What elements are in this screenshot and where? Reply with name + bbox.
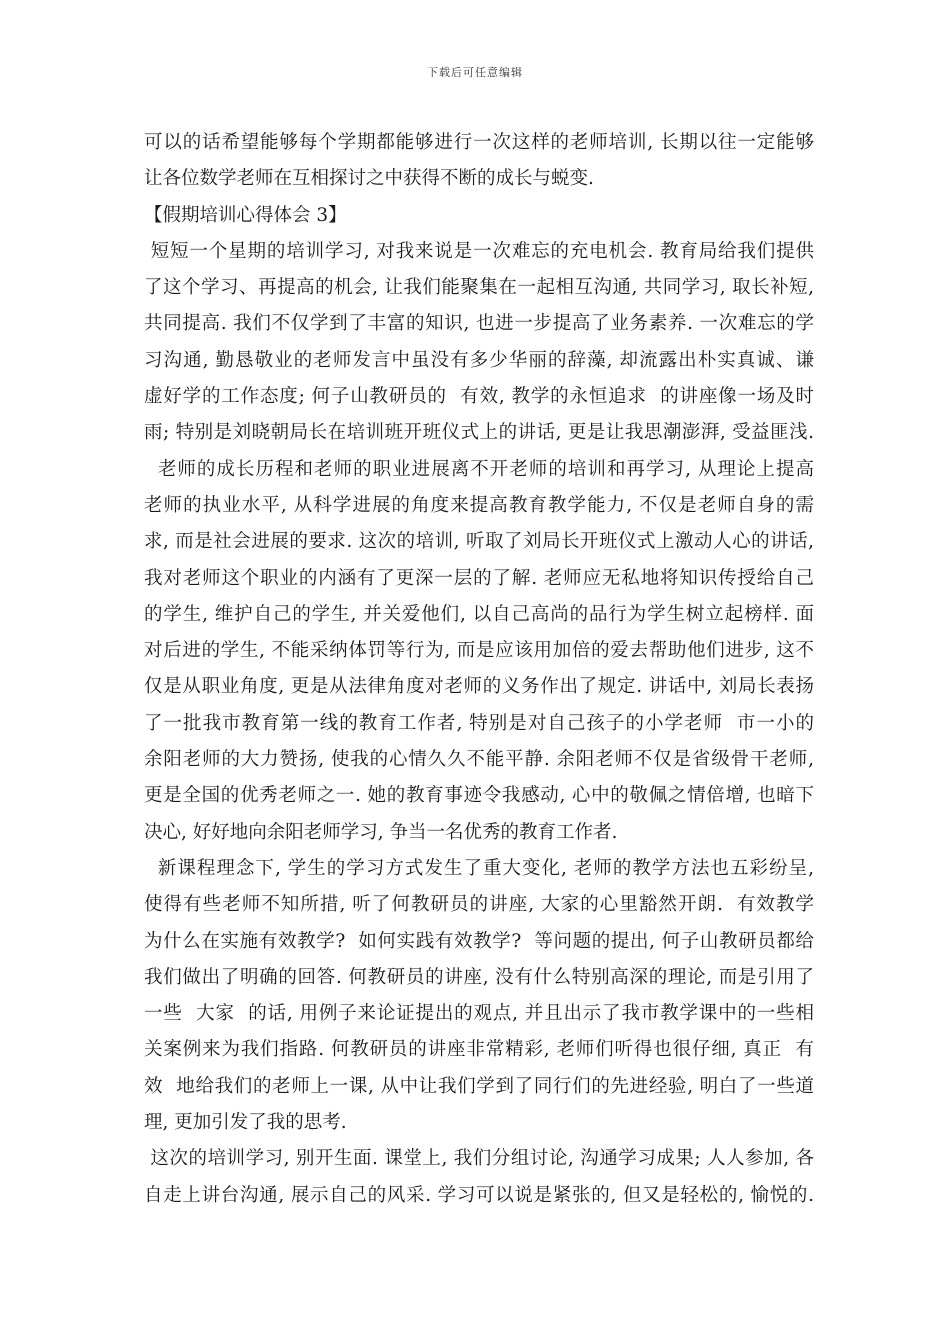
page-header: 下载后可任意编辑 — [427, 66, 523, 79]
text-line: 老师的成长历程和老师的职业进展离不开老师的培训和再学习, 从理论上提高 — [144, 458, 814, 480]
text-line: 雨; 特别是刘晓朝局长在培训班开班仪式上的讲话, 更是让我思潮澎湃, 受益匪浅. — [144, 422, 814, 444]
text-line: 使得有些老师不知所措, 听了何教研员的讲座, 大家的心里豁然开朗. 有效教学 — [144, 894, 814, 916]
text-line: 更是全国的优秀老师之一. 她的教育事迹令我感动, 心中的敬佩之情倍增, 也暗下 — [144, 785, 814, 807]
text-line: 理, 更加引发了我的思考. — [144, 1112, 347, 1134]
text-line: 可以的话希望能够每个学期都能够进行一次这样的老师培训, 长期以往一定能够 — [144, 132, 814, 153]
text-line: 虚好学的工作态度; 何子山教研员的 有效, 教学的永恒追求 的讲座像一场及时 — [144, 386, 814, 408]
section-heading: 【假期培训心得体会 3】 — [144, 204, 347, 226]
text-line: 效 地给我们的老师上一课, 从中让我们学到了同行们的先进经验, 明白了一些道 — [144, 1075, 814, 1097]
text-line: 对后进的学生, 不能采纳体罚等行为, 而是应该用加倍的爱去帮助他们进步, 这不 — [144, 640, 814, 662]
text-line: 短短一个星期的培训学习, 对我来说是一次难忘的充电机会. 教育局给我们提供 — [144, 240, 814, 262]
text-line: 我们做出了明确的回答. 何教研员的讲座, 没有什么特别高深的理论, 而是引用了 — [144, 966, 814, 988]
text-line: 为什么在实施有效教学? 如何实践有效教学? 等问题的提出, 何子山教研员都给 — [144, 930, 814, 952]
text-line: 老师的执业水平, 从科学进展的角度来提高教育教学能力, 不仅是老师自身的需 — [144, 494, 814, 516]
text-line: 仅是从职业角度, 更是从法律角度对老师的义务作出了规定. 讲话中, 刘局长表扬 — [144, 676, 814, 698]
text-line: 一些 大家 的话, 用例子来论证提出的观点, 并且出示了我市教学课中的一些相 — [144, 1003, 814, 1025]
text-line: 自走上讲台沟通, 展示自己的风采. 学习可以说是紧张的, 但又是轻松的, 愉悦的. — [144, 1184, 814, 1206]
text-line: 让各位数学老师在互相探讨之中获得不断的成长与蜕变. — [144, 168, 594, 190]
text-line: 了这个学习、再提高的机会, 让我们能聚集在一起相互沟通, 共同学习, 取长补短, — [144, 277, 814, 299]
text-line: 求, 而是社会进展的要求. 这次的培训, 听取了刘局长开班仪式上激动人心的讲话, — [144, 531, 814, 553]
text-line: 的学生, 维护自己的学生, 并关爱他们, 以自己高尚的品行为学生树立起榜样. 面 — [144, 603, 814, 625]
text-line: 共同提高. 我们不仅学到了丰富的知识, 也进一步提高了业务素养. 一次难忘的学 — [144, 313, 814, 335]
text-line: 余阳老师的大力赞扬, 使我的心情久久不能平静. 余阳老师不仅是省级骨干老师, — [144, 749, 814, 771]
text-line: 这次的培训学习, 别开生面. 课堂上, 我们分组讨论, 沟通学习成果; 人人参加, 各 — [144, 1148, 814, 1170]
text-line: 我对老师这个职业的内涵有了更深一层的了解. 老师应无私地将知识传授给自己 — [144, 567, 814, 589]
text-line: 关案例来为我们指路. 何教研员的讲座非常精彩, 老师们听得也很仔细, 真正 有 — [144, 1039, 814, 1061]
text-line: 新课程理念下, 学生的学习方式发生了重大变化, 老师的教学方法也五彩纷呈, — [144, 857, 814, 879]
document-body — [144, 125, 814, 1214]
text-line: 习沟通, 勤恳敬业的老师发言中虽没有多少华丽的辞藻, 却流露出朴实真诚、谦 — [144, 349, 814, 371]
text-line: 决心, 好好地向余阳老师学习, 争当一名优秀的教育工作者. — [144, 821, 618, 843]
text-line: 了一批我市教育第一线的教育工作者, 特别是对自己孩子的小学老师 市一小的 — [144, 712, 814, 734]
